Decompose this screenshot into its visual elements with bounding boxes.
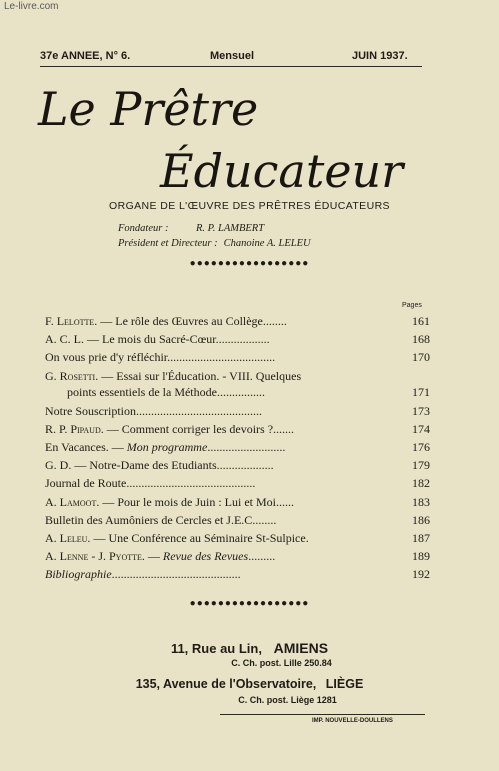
- address-street: 11, Rue au Lin,: [170, 641, 262, 656]
- issue-number: 37e ANNEE, N° 6.: [40, 50, 131, 62]
- address-city: AMIENS: [273, 640, 329, 656]
- toc-entry: G. D. — Notre-Dame des Etudiants................... 179: [45, 458, 430, 473]
- toc-page: 189: [412, 549, 430, 564]
- address-street: 135, Avenue de l'Observatoire,: [135, 677, 317, 691]
- subtitle: ORGANE DE L'ŒUVRE DES PRÊTRES ÉDUCATEURS: [109, 200, 390, 212]
- address-amiens: [0, 640, 499, 656]
- postal-account-liege: C. Ch. post. Liège 1281: [238, 695, 337, 705]
- postal-account-lille: C. Ch. post. Lille 250.84: [231, 658, 332, 668]
- director-name: Chanoine A. LELEU: [223, 238, 311, 249]
- toc-entry: Journal de Route........................................... 182: [45, 476, 430, 491]
- address-liege: [0, 677, 499, 691]
- founder-label: Fondateur :: [118, 223, 169, 234]
- toc-page: 170: [412, 350, 430, 365]
- toc-entry: A. C. L. — Le mois du Sacré-Cœur.................. 168: [45, 332, 430, 347]
- toc-page: 186: [412, 512, 430, 527]
- toc-entry: Notre Souscription.......................................... 173: [45, 403, 430, 418]
- toc-page: 176: [412, 439, 430, 454]
- title-line-2: Éducateur: [160, 144, 404, 198]
- toc-entry: En Vacances. — Mon programme.......................... 176: [45, 439, 430, 454]
- founder-row: [118, 221, 311, 236]
- ornament-bottom: ●●●●●●●●●●●●●●●●●: [189, 598, 310, 609]
- toc-page: 182: [412, 476, 430, 491]
- watermark: Le-livre.com: [4, 1, 59, 12]
- printer-mark: IMP. NOUVELLE-DOULLENS: [312, 718, 393, 724]
- toc-page: 161: [412, 314, 430, 328]
- ornament-top: ●●●●●●●●●●●●●●●●●: [189, 258, 310, 269]
- toc-entry: On vous prie d'y réfléchir.................................... 170: [45, 350, 430, 365]
- toc-page: 183: [412, 494, 430, 509]
- toc-page: 187: [412, 530, 430, 545]
- footer-rule: [220, 714, 425, 715]
- toc-entry: R. P. Pipaud. — Comment corriger les devoirs ?....... 174: [45, 421, 430, 436]
- title-line-1: Le Prêtre: [38, 82, 259, 136]
- toc-entry: A. Leleu. — Une Conférence au Séminaire St-Sulpice. 187: [45, 530, 430, 545]
- founder-name: R. P. LAMBERT: [196, 223, 265, 234]
- toc-entry: A. Lamoot. — Pour le mois de Juin : Lui et Moi...... 183: [45, 494, 430, 509]
- address-city: LIÈGE: [325, 677, 364, 691]
- toc-entry: G. Rosetti. — Essai sur l'Éducation. - VIII. Quelques points essentiels de la Méthode................ 171: [45, 368, 430, 399]
- director-row: [118, 236, 311, 251]
- header-rule: [40, 66, 422, 67]
- pages-heading: Pages: [402, 302, 422, 309]
- toc-page: 168: [412, 332, 430, 347]
- toc-page: 171: [412, 384, 430, 399]
- toc-entry: Bulletin des Aumôniers de Cercles et J.E.C........ 186: [45, 512, 430, 527]
- toc-page: 192: [412, 567, 430, 582]
- toc-page: 179: [412, 458, 430, 473]
- toc-entry: A. Lenne - J. Pyotte. — Revue des Revues......... 189: [45, 549, 430, 564]
- director-label: Président et Directeur :: [118, 238, 218, 249]
- toc-page: 174: [412, 421, 430, 436]
- frequency: Mensuel: [210, 50, 255, 62]
- table-of-contents: [45, 313, 430, 584]
- toc-page: 173: [412, 403, 430, 418]
- toc-entry: F. Lelotte. — Le rôle des Œuvres au Collège........ 161: [45, 314, 430, 328]
- credits: [118, 221, 311, 251]
- issue-date: JUIN 1937.: [352, 50, 408, 62]
- toc-entry: Bibliographie........................................... 192: [45, 567, 430, 582]
